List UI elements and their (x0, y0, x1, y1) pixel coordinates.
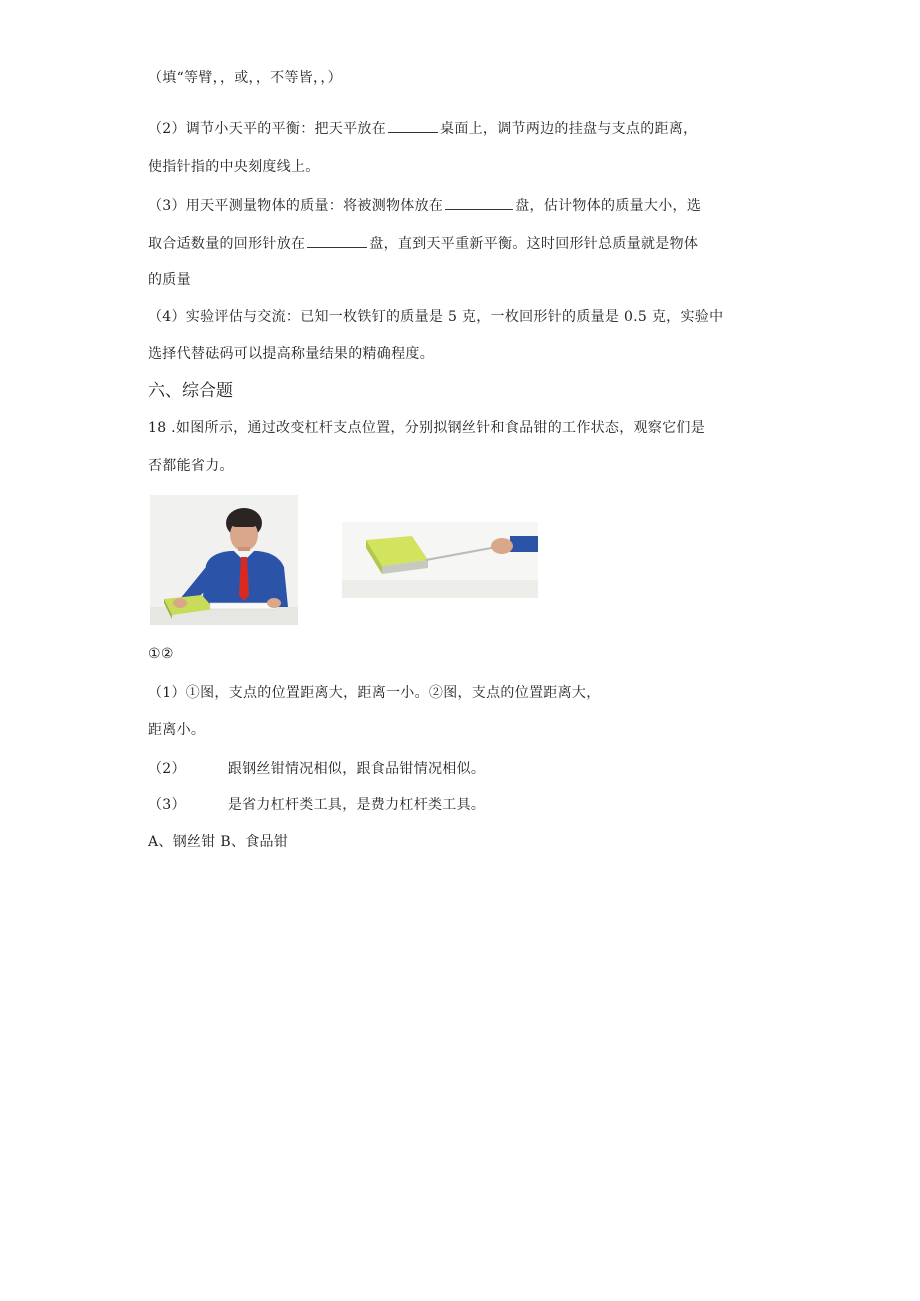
blank-table-surface[interactable] (388, 118, 438, 133)
q18-part3 (148, 795, 485, 815)
text-line-step4-cont: 选择代替砝码可以提高称量结果的精确程度。 (148, 346, 434, 362)
q18-part2 (148, 759, 485, 779)
step2-text-start: （2）调节小天平的平衡：把天平放在 (148, 121, 387, 137)
photo-boy-lever (150, 495, 298, 625)
q18-part2-text: 跟钢丝钳情况相似，跟食品钳情况相似。 (227, 761, 486, 777)
text-line-step4: （4）实验评估与交流：已知一枚铁钉的质量是 5 克，一枚回形针的质量是 0.5 克，实验中 (148, 309, 724, 325)
q18-part1-cont: 距离小。 (148, 722, 206, 738)
question-18-text-cont: 否都能省力。 (148, 458, 234, 474)
text-line-step2-cont: 使指针指的中央刻度线上。 (148, 159, 320, 175)
q18-part3-number: （3） (148, 797, 186, 813)
text-line-step3 (148, 195, 701, 216)
q18-options: A、钢丝钳 B、食品钳 (148, 834, 289, 850)
blank-clip-pan[interactable] (307, 233, 367, 248)
photo-lever-book (342, 522, 538, 598)
step2-text-end: 桌面上，调节两边的挂盘与支点的距离， (440, 121, 698, 137)
blank-object-pan[interactable] (445, 195, 513, 210)
photo-boy-lever-illustration (150, 495, 298, 625)
q18-part3-text: 是省力杠杆类工具，是费力杠杆类工具。 (227, 797, 486, 813)
step3-cont-end: 盘，直到天平重新平衡。这时回形针总质量就是物体 (369, 236, 699, 252)
step3-cont-start: 取合适数量的回形针放在 (148, 236, 306, 252)
text-line-step3-end: 的质量 (148, 272, 191, 288)
q18-part1: （1）①图，支点的位置距离大，距离一小。②图，支点的位置距离大， (148, 685, 601, 701)
photo-lever-book-illustration (342, 522, 538, 598)
text-line-step3-cont (148, 233, 698, 254)
figure-labels: ①② (148, 646, 174, 662)
q18-part2-number: （2） (148, 761, 186, 777)
text-line-step2 (148, 118, 697, 139)
step3-text-end: 盘，估计物体的质量大小，选 (515, 198, 702, 214)
text-line-fill-hint: （填“等臂，，或，，不等皆，，） (148, 70, 342, 86)
question-18-text: 18 .如图所示，通过改变杠杆支点位置，分别拟钢丝针和食品钳的工作状态，观察它们是 (148, 420, 706, 436)
step3-text-start: （3）用天平测量物体的质量：将被测物体放在 (148, 198, 444, 214)
section-heading: 六、综合题 (148, 381, 233, 401)
